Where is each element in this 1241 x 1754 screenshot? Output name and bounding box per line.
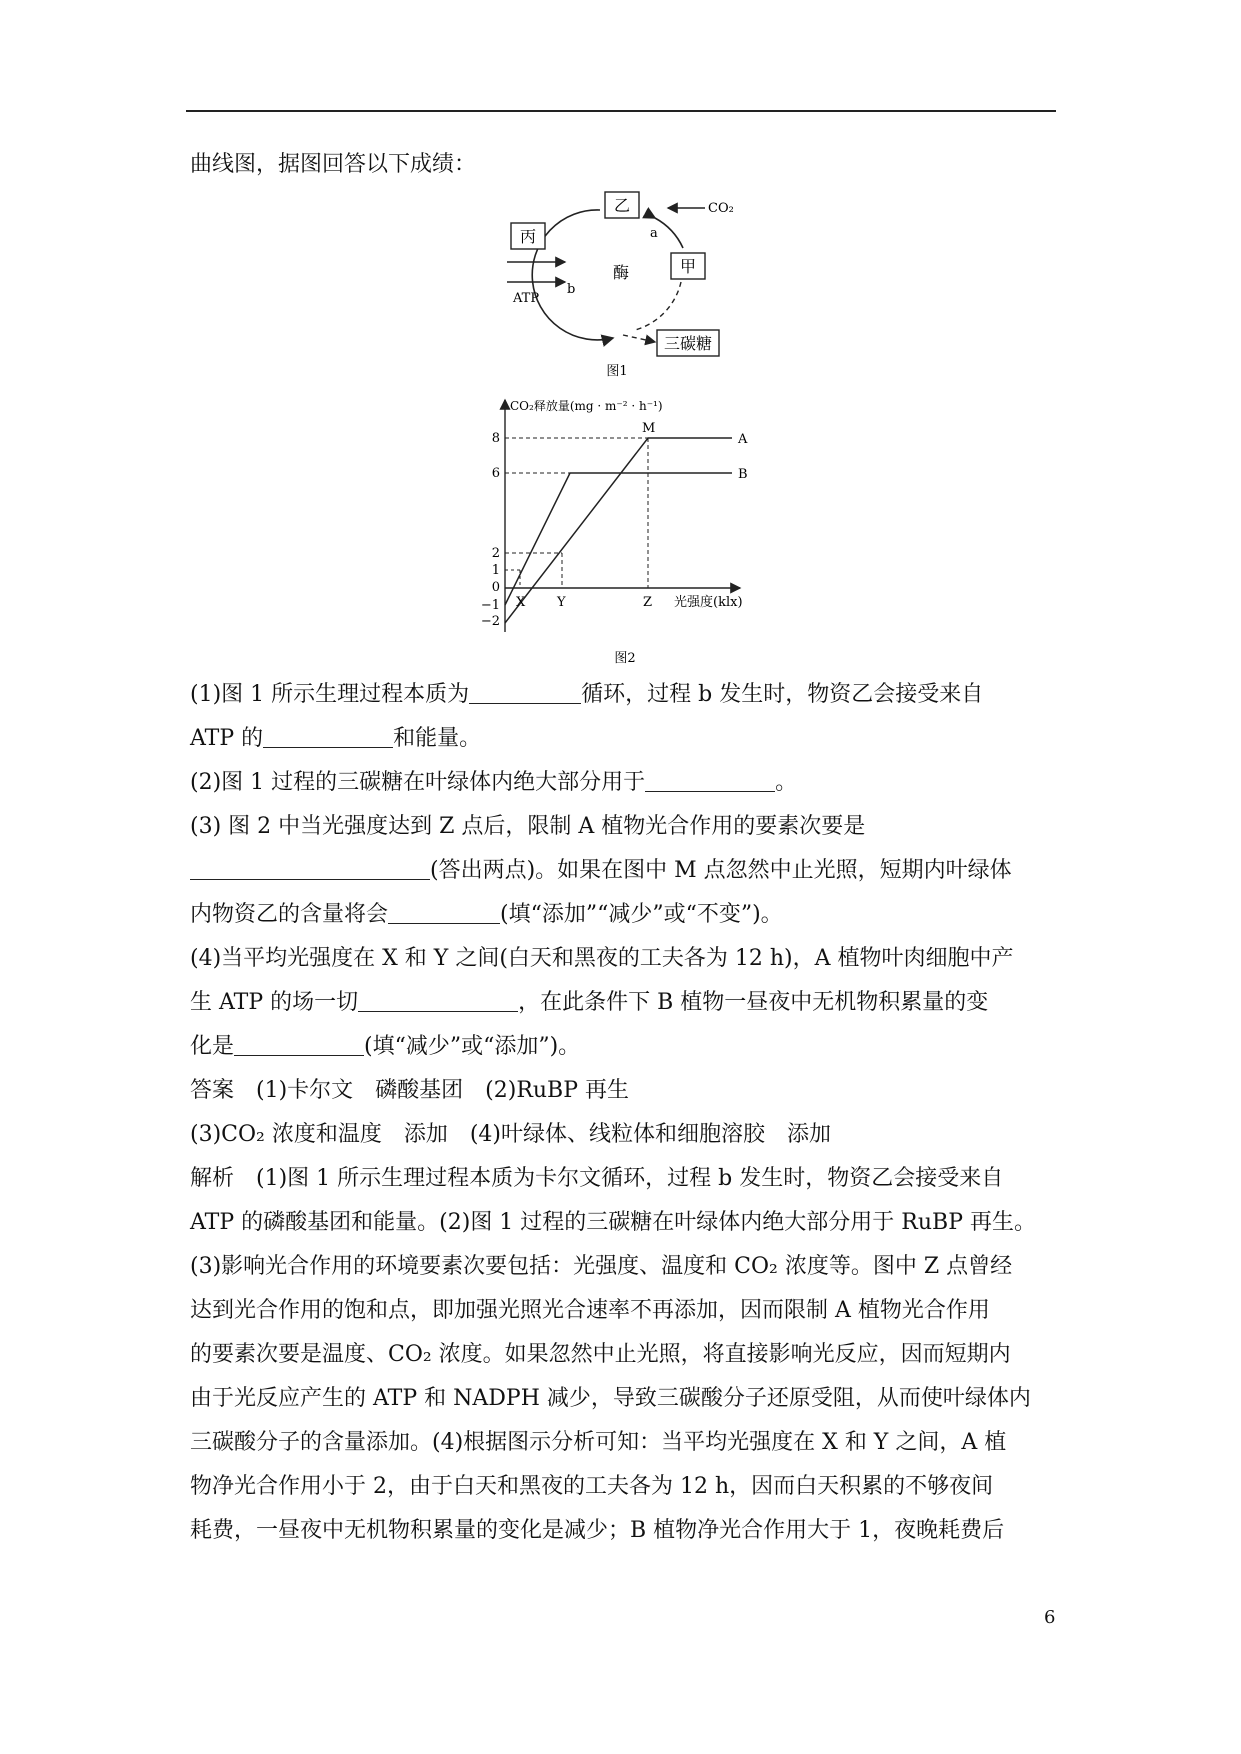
intro-text: 曲线图，据图回答以下成绩： bbox=[190, 152, 477, 177]
q4-text-b: 生 ATP 的场一切 bbox=[190, 990, 359, 1015]
question-3-line-1: (3) 图 2 中当光强度达到 Z 点后，限制 A 植物光合作用的要素次要是 bbox=[190, 814, 866, 839]
ytick-neg1: −1 bbox=[480, 598, 500, 613]
q2-blank[interactable] bbox=[645, 771, 775, 792]
series-b-label: B bbox=[738, 467, 748, 482]
q1-text-b: 循环，过程 b 发生时，物资乙会接受来自 bbox=[581, 682, 984, 707]
ytick-8: 8 bbox=[491, 431, 500, 446]
xtick-x: X bbox=[516, 595, 526, 610]
label-b: b bbox=[567, 282, 576, 297]
y-axis-label: CO₂释放量(mg · m⁻² · h⁻¹) bbox=[510, 399, 663, 413]
series-b-line bbox=[505, 473, 732, 605]
analysis-line-6: 由于光反应产生的 ATP 和 NADPH 减少，导致三碳酸分子还原受阻，从而使叶绿体内 bbox=[190, 1386, 1031, 1411]
analysis-line-9: 耗费，一昼夜中无机物积累量的变化是减少；B 植物净光合作用大于 1，夜晚耗费后 bbox=[190, 1518, 1005, 1543]
figure-1-diagram bbox=[505, 190, 755, 380]
q4-blank-2[interactable] bbox=[234, 1035, 364, 1056]
q1-text-a: (1)图 1 所示生理过程本质为 bbox=[190, 682, 470, 707]
arrow-to-sanc bbox=[623, 335, 655, 342]
box-yi-label: 乙 bbox=[613, 196, 631, 215]
q3-blank-2[interactable] bbox=[388, 903, 500, 924]
q1-blank-2[interactable] bbox=[263, 727, 393, 748]
q4-text-c: ，在此条件下 B 植物一昼夜中无机物积累量的变 bbox=[518, 990, 989, 1015]
analysis-line-1: 解析 (1)图 1 所示生理过程本质为卡尔文循环，过程 b 发生时，物资乙会接受来自 bbox=[190, 1166, 1004, 1191]
ytick-neg2: −2 bbox=[480, 614, 500, 629]
box-jia-label: 甲 bbox=[679, 257, 697, 276]
q2-text-b: 。 bbox=[775, 770, 798, 795]
figure-2-chart bbox=[470, 392, 790, 672]
question-2-line bbox=[190, 768, 797, 798]
co2-label: CO₂ bbox=[708, 201, 734, 216]
question-4-line-3 bbox=[190, 1032, 580, 1062]
xtick-y: Y bbox=[557, 595, 566, 610]
analysis-line-4: 达到光合作用的饱和点，即加强光照光合速率不再添加，因而限制 A 植物光合作用 bbox=[190, 1298, 990, 1323]
header-rule bbox=[186, 110, 1056, 112]
q4-text-e: (填“减少”或“添加”)。 bbox=[364, 1034, 581, 1059]
cycle-arc-a bbox=[655, 218, 683, 248]
q4-text-d: 化是 bbox=[190, 1034, 235, 1059]
q1-text-d: 和能量。 bbox=[393, 726, 482, 751]
q4-blank-1[interactable] bbox=[358, 991, 518, 1012]
ytick-1: 1 bbox=[491, 563, 500, 578]
atp-label: ATP bbox=[513, 291, 540, 306]
label-a: a bbox=[650, 226, 658, 241]
answer-line-2: (3)CO₂ 浓度和温度 添加 (4)叶绿体、线粒体和细胞溶胶 添加 bbox=[190, 1122, 832, 1147]
answer-line-1: 答案 (1)卡尔文 磷酸基团 (2)RuBP 再生 bbox=[190, 1078, 630, 1103]
analysis-line-2: ATP 的磷酸基团和能量。(2)图 1 过程的三碳糖在叶绿体内绝大部分用于 RuBP 再生。 bbox=[190, 1210, 1036, 1235]
question-3-line-3 bbox=[190, 900, 783, 930]
ytick-2: 2 bbox=[491, 546, 500, 561]
q3-text-c: 内物资乙的含量将会 bbox=[190, 902, 389, 927]
cycle-arc-dashed bbox=[635, 282, 681, 330]
analysis-line-3: (3)影响光合作用的环境要素次要包括：光强度、温度和 CO₂ 浓度等。图中 Z 点曾经 bbox=[190, 1254, 1013, 1279]
question-1-line-2 bbox=[190, 724, 481, 754]
q3-blank-1[interactable] bbox=[190, 859, 430, 880]
analysis-line-5: 的要素次要是温度、CO₂ 浓度。如果忽然中止光照，将直接影响光反应，因而短期内 bbox=[190, 1342, 1011, 1367]
figure-2-caption: 图2 bbox=[614, 651, 636, 666]
box-bing-label: 丙 bbox=[519, 227, 537, 246]
ytick-6: 6 bbox=[491, 466, 500, 481]
analysis-line-7: 三碳酸分子的含量添加。(4)根据图示分析可知：当平均光强度在 X 和 Y 之间，A 植 bbox=[190, 1430, 1007, 1455]
q3-text-b: (答出两点)。如果在图中 M 点忽然中止光照，短期内叶绿体 bbox=[430, 858, 1012, 883]
x-axis-label: 光强度(klx) bbox=[674, 595, 743, 610]
question-4-line-2 bbox=[190, 988, 988, 1018]
question-3-line-2 bbox=[190, 856, 1012, 886]
enzyme-label: 酶 bbox=[613, 263, 630, 282]
analysis-line-8: 物净光合作用小于 2，由于白天和黑夜的工夫各为 12 h，因而白天积累的不够夜间 bbox=[190, 1474, 994, 1499]
page-number: 6 bbox=[1044, 1607, 1056, 1628]
box-sanc-label: 三碳糖 bbox=[663, 334, 713, 353]
q1-text-c: ATP 的 bbox=[190, 726, 264, 751]
label-m: M bbox=[642, 421, 656, 436]
ytick-0: 0 bbox=[491, 580, 500, 595]
q2-text-a: (2)图 1 过程的三碳糖在叶绿体内绝大部分用于 bbox=[190, 770, 646, 795]
series-a-label: A bbox=[738, 432, 748, 447]
xtick-z: Z bbox=[643, 595, 653, 610]
figure-1-caption: 图1 bbox=[606, 364, 628, 379]
question-1-line-1 bbox=[190, 680, 983, 710]
q1-blank-1[interactable] bbox=[469, 683, 581, 704]
question-4-line-1: (4)当平均光强度在 X 和 Y 之间(白天和黑夜的工夫各为 12 h)，A 植物叶肉细胞中产 bbox=[190, 946, 1014, 971]
q3-text-d: (填“添加”“减少”或“不变”)。 bbox=[500, 902, 783, 927]
